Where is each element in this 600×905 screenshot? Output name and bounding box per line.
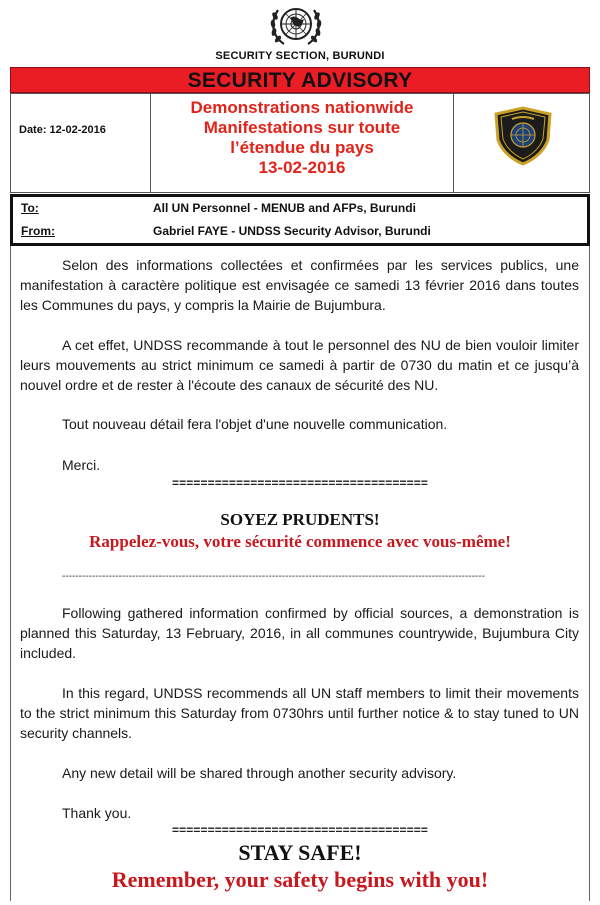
english-reminder: Remember, your safety begins with you! xyxy=(111,867,489,892)
subject-date: 13-02-2016 xyxy=(258,158,346,177)
french-thanks: Merci. xyxy=(62,457,101,473)
document-header xyxy=(0,0,600,66)
un-emblem-icon xyxy=(268,2,324,48)
language-divider: ------------------------------------------------------------------------------------------------------------------------------- xyxy=(62,571,485,582)
badge-cell xyxy=(453,94,589,192)
english-slogan: STAY SAFE! xyxy=(238,840,362,865)
advisory-date: Date: 12-02-2016 xyxy=(11,94,151,192)
subject-line: Manifestations sur toute xyxy=(203,118,401,137)
to-label: To: xyxy=(21,201,39,215)
french-paragraph-3: Tout nouveau détail fera l'objet d'une nouvelle communication. xyxy=(62,416,448,432)
section-name: SECURITY SECTION, BURUNDI xyxy=(215,50,385,62)
english-thanks: Thank you. xyxy=(62,805,132,821)
routing-box xyxy=(10,194,590,246)
french-reminder: Rappelez-vous, votre sécurité commence avec vous-même! xyxy=(89,532,511,551)
french-separator: ==================================== xyxy=(172,476,428,490)
to-value: All UN Personnel - MENUB and AFPs, Burundi xyxy=(153,201,416,215)
undss-security-badge-icon xyxy=(492,106,554,166)
french-paragraph-1: Selon des informations collectées et confirmées par les services publics, une manifestation à caractère politique est envisagée ce samedi 13 février 2016 dans toutes les Communes du pays, y compris la Mairie de Bujumbura. xyxy=(20,257,579,313)
french-paragraph-2: A cet effet, UNDSS recommande à tout le personnel des NU de bien vouloir limiter leurs mouvements au strict minimum ce samedi à partir de 0730 du matin et ce jusqu’à nouvel ordre et de rester à l'écoute des canaux de sécurité des NU. xyxy=(20,337,579,393)
advisory-info-box xyxy=(10,93,590,193)
from-label: From: xyxy=(21,224,55,238)
english-separator: ==================================== xyxy=(172,823,428,837)
french-slogan: SOYEZ PRUDENTS! xyxy=(220,510,380,529)
advisory-subject xyxy=(151,94,453,192)
from-value: Gabriel FAYE - UNDSS Security Advisor, Burundi xyxy=(153,224,431,238)
english-paragraph-3: Any new detail will be shared through another security advisory. xyxy=(62,765,457,781)
subject-line: Demonstrations nationwide xyxy=(190,98,414,117)
advisory-title-bar: SECURITY ADVISORY xyxy=(10,67,590,93)
english-paragraph-2: In this regard, UNDSS recommends all UN staff members to limit their movements to the strict minimum this Saturday from 0730hrs until further notice & to stay tuned to UN security channels. xyxy=(20,685,579,741)
english-paragraph-1: Following gathered information confirmed by official sources, a demonstration is planned this Saturday, 13 February, 2016, in all communes countrywide, Bujumbura City included. xyxy=(20,605,579,661)
subject-line: l’étendue du pays xyxy=(230,138,374,157)
